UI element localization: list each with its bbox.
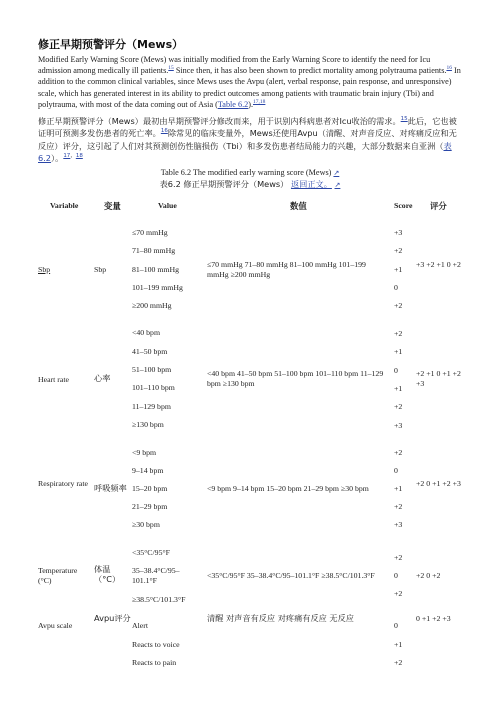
table-cell-score: +2 <box>394 402 403 411</box>
reference-link-zh-17[interactable]: 17 <box>63 152 71 159</box>
table-cell-score: +2 <box>394 589 403 598</box>
table-6-2-link-zh[interactable]: 表6.2 <box>38 140 452 163</box>
merged-scores-respiratory-rate: +2 0 +1 +2 +3 <box>416 479 461 488</box>
header-variable-zh: 变量 <box>104 201 121 211</box>
table-cell-value: 21–29 bpm <box>132 502 168 511</box>
table-cell-value: Reacts to voice <box>132 640 180 649</box>
table-cell-value: ≥38.5°C/101.3°F <box>132 595 186 604</box>
table-cell-value: 41–50 bpm <box>132 347 168 356</box>
table-cell-score: +3 <box>394 228 403 237</box>
table-cell-value: 35–38.4°C/95–101.1°F <box>132 566 180 585</box>
table-cell-value: 11–129 bpm <box>132 402 171 411</box>
table-cell-score: 0 <box>394 621 398 630</box>
table-cell-score: +2 <box>394 658 403 667</box>
reference-link-zh-18[interactable]: 18 <box>75 152 83 159</box>
table-cell-score: +2 <box>394 502 403 511</box>
merged-scores-heart-rate: +2 +1 0 +1 +2 +3 <box>416 369 461 388</box>
table-cell-value: Reacts to pain <box>132 658 177 667</box>
table-cell-value: 15–20 bpm <box>132 484 168 493</box>
variable-heart-rate: Heart rate <box>38 375 69 384</box>
header-value: Value <box>158 201 177 210</box>
merged-values-temperature: <35°C/95°F 35–38.4°C/95–101.1°F ≥38.5°C/101.3°F <box>207 571 375 580</box>
table-cell-value: ≥30 bpm <box>132 520 160 529</box>
table-cell-score: +1 <box>394 265 403 274</box>
table-cell-score: +1 <box>394 484 403 493</box>
table-cell-score: 0 <box>394 366 398 375</box>
variable-avpu: Avpu scale <box>38 621 73 630</box>
table-cell-score: +1 <box>394 347 403 356</box>
variable-temperature-zh: 体温（°C） <box>94 564 121 584</box>
merged-scores-avpu: 0 +1 +2 +3 <box>416 614 451 623</box>
merged-values-respiratory-rate: <9 bpm 9–14 bpm 15–20 bpm 21–29 bpm ≥30 bpm <box>207 484 369 493</box>
table-cell-score: +3 <box>394 421 403 430</box>
header-value-zh: 数值 <box>290 201 307 211</box>
paragraph-english: Modified Early Warning Score (Mews) was initially modified from the Early Warning Score to identify the need for Icu admission among medically ill patients.$^{15}$ Since then, it has also been shown to predict mortality among polytrauma patients.$^{16}$ In addition to the common clinical variables, since Mews uses the Avpu (alert, verbal response, pain response, and unresponsive) scale, which has generated interest in its ability to predict outcomes among patients with traumatic brain injury (Tbi) and polytrauma, with most of the data coming out of Asia (Table 6.2).$^{17,18}$ <box>38 55 461 109</box>
table-cell-value: <35°C/95°F <box>132 548 170 557</box>
table-cell-score: +2 <box>394 553 403 562</box>
merged-scores-sbp: +3 +2 +1 0 +2 <box>416 260 461 269</box>
variable-respiratory-rate: Respiratory rate <box>38 479 89 488</box>
table-cell-value: ≥130 bpm <box>132 420 164 429</box>
header-score-zh: 评分 <box>430 201 447 211</box>
variable-avpu-zh: Avpu评分 <box>94 613 131 623</box>
variable-respiratory-rate-zh: 呼吸频率 <box>94 483 127 493</box>
table-cell-score: +1 <box>394 384 403 393</box>
table-cell-value: 81–100 mmHg <box>132 265 179 274</box>
section-heading: 修正早期预警评分（Mews） <box>38 38 184 51</box>
table-caption-chinese: 表6.2 修正早期预警评分（Mews） 返回正文。 ↗ <box>159 179 341 189</box>
table-cell-score: +2 <box>394 448 403 457</box>
table-cell-score: +3 <box>394 520 403 529</box>
table-cell-value: ≤70 mmHg <box>132 228 168 237</box>
reference-link-15[interactable]: 15 <box>168 65 174 72</box>
table-cell-score: 0 <box>394 283 398 292</box>
table-cell-score: 0 <box>394 466 398 475</box>
merged-values-sbp: ≤70 mmHg 71–80 mmHg 81–100 mmHg 101–199 mmHg ≥200 mmHg <box>207 260 366 279</box>
table-cell-value: 51–100 bpm <box>132 365 172 374</box>
merged-values-avpu: 清醒 对声音有反应 对疼痛有反应 无反应 <box>207 613 354 623</box>
merged-values-heart-rate: <40 bpm 41–50 bpm 51–100 bpm 101–110 bpm 11–129 bpm ≥130 bpm <box>207 369 384 388</box>
table-cell-score: 0 <box>394 571 398 580</box>
header-score: Score <box>394 201 413 210</box>
variable-sbp: Sbp <box>38 265 51 274</box>
table-cell-score: +2 <box>394 301 403 310</box>
table-cell-value: Alert <box>132 621 149 630</box>
table-cell-score: +2 <box>394 246 403 255</box>
table-cell-value: 9–14 bpm <box>132 466 164 475</box>
external-link-icon[interactable]: ↗ <box>333 169 340 177</box>
reference-link-17-18[interactable]: 17,18 <box>253 98 266 105</box>
external-link-icon[interactable]: ↗ <box>334 181 341 189</box>
table-6-2-link[interactable]: Table 6.2 <box>217 99 249 109</box>
variable-temperature: Temperature (°C) <box>38 566 78 585</box>
table-cell-value: 101–199 mmHg <box>132 283 183 292</box>
reference-link-zh-15[interactable]: 15 <box>400 116 408 122</box>
variable-sbp-zh: Sbp <box>94 265 107 274</box>
variable-heart-rate-zh: 心率 <box>94 373 111 383</box>
reference-link-16[interactable]: 16 <box>446 65 452 72</box>
table-cell-value: ≥200 mmHg <box>132 301 172 310</box>
table-cell-score: +2 <box>394 329 403 338</box>
header-variable: Variable <box>50 201 79 210</box>
table-cell-value: <9 bpm <box>132 448 157 457</box>
paragraph-chinese: 修正早期预警评分（Mews）最初由早期预警评分修改而来，用于识别内科病患者对Icu收治的需求。$^{15}$此后，它也被证明可预测多发伤患者的死亡率。$^{16}$除常见的临床变量外，Mews还使用Avpu（清醒、对声音反应、对疼痛反应和无反应）评分，这引起了人们对其预测创伤性脑损伤（Tbi）和多发伤患者结局能力的兴趣，大部分数据来自亚洲（表6.2）。$^{17,18}$ <box>38 116 457 163</box>
table-cell-score: +1 <box>394 640 403 649</box>
merged-scores-temperature: +2 0 +2 <box>416 571 441 580</box>
table-cell-value: 71–80 mmHg <box>132 246 176 255</box>
back-to-text-link[interactable]: 返回正文。 <box>290 179 332 189</box>
reference-link-zh-16[interactable]: 16 <box>160 128 168 135</box>
table-cell-value: <40 bpm <box>132 328 161 337</box>
table-caption-english: Table 6.2 The modified early warning score (Mews) ↗ <box>160 168 340 177</box>
table-cell-value: 101–110 bpm <box>132 383 175 392</box>
